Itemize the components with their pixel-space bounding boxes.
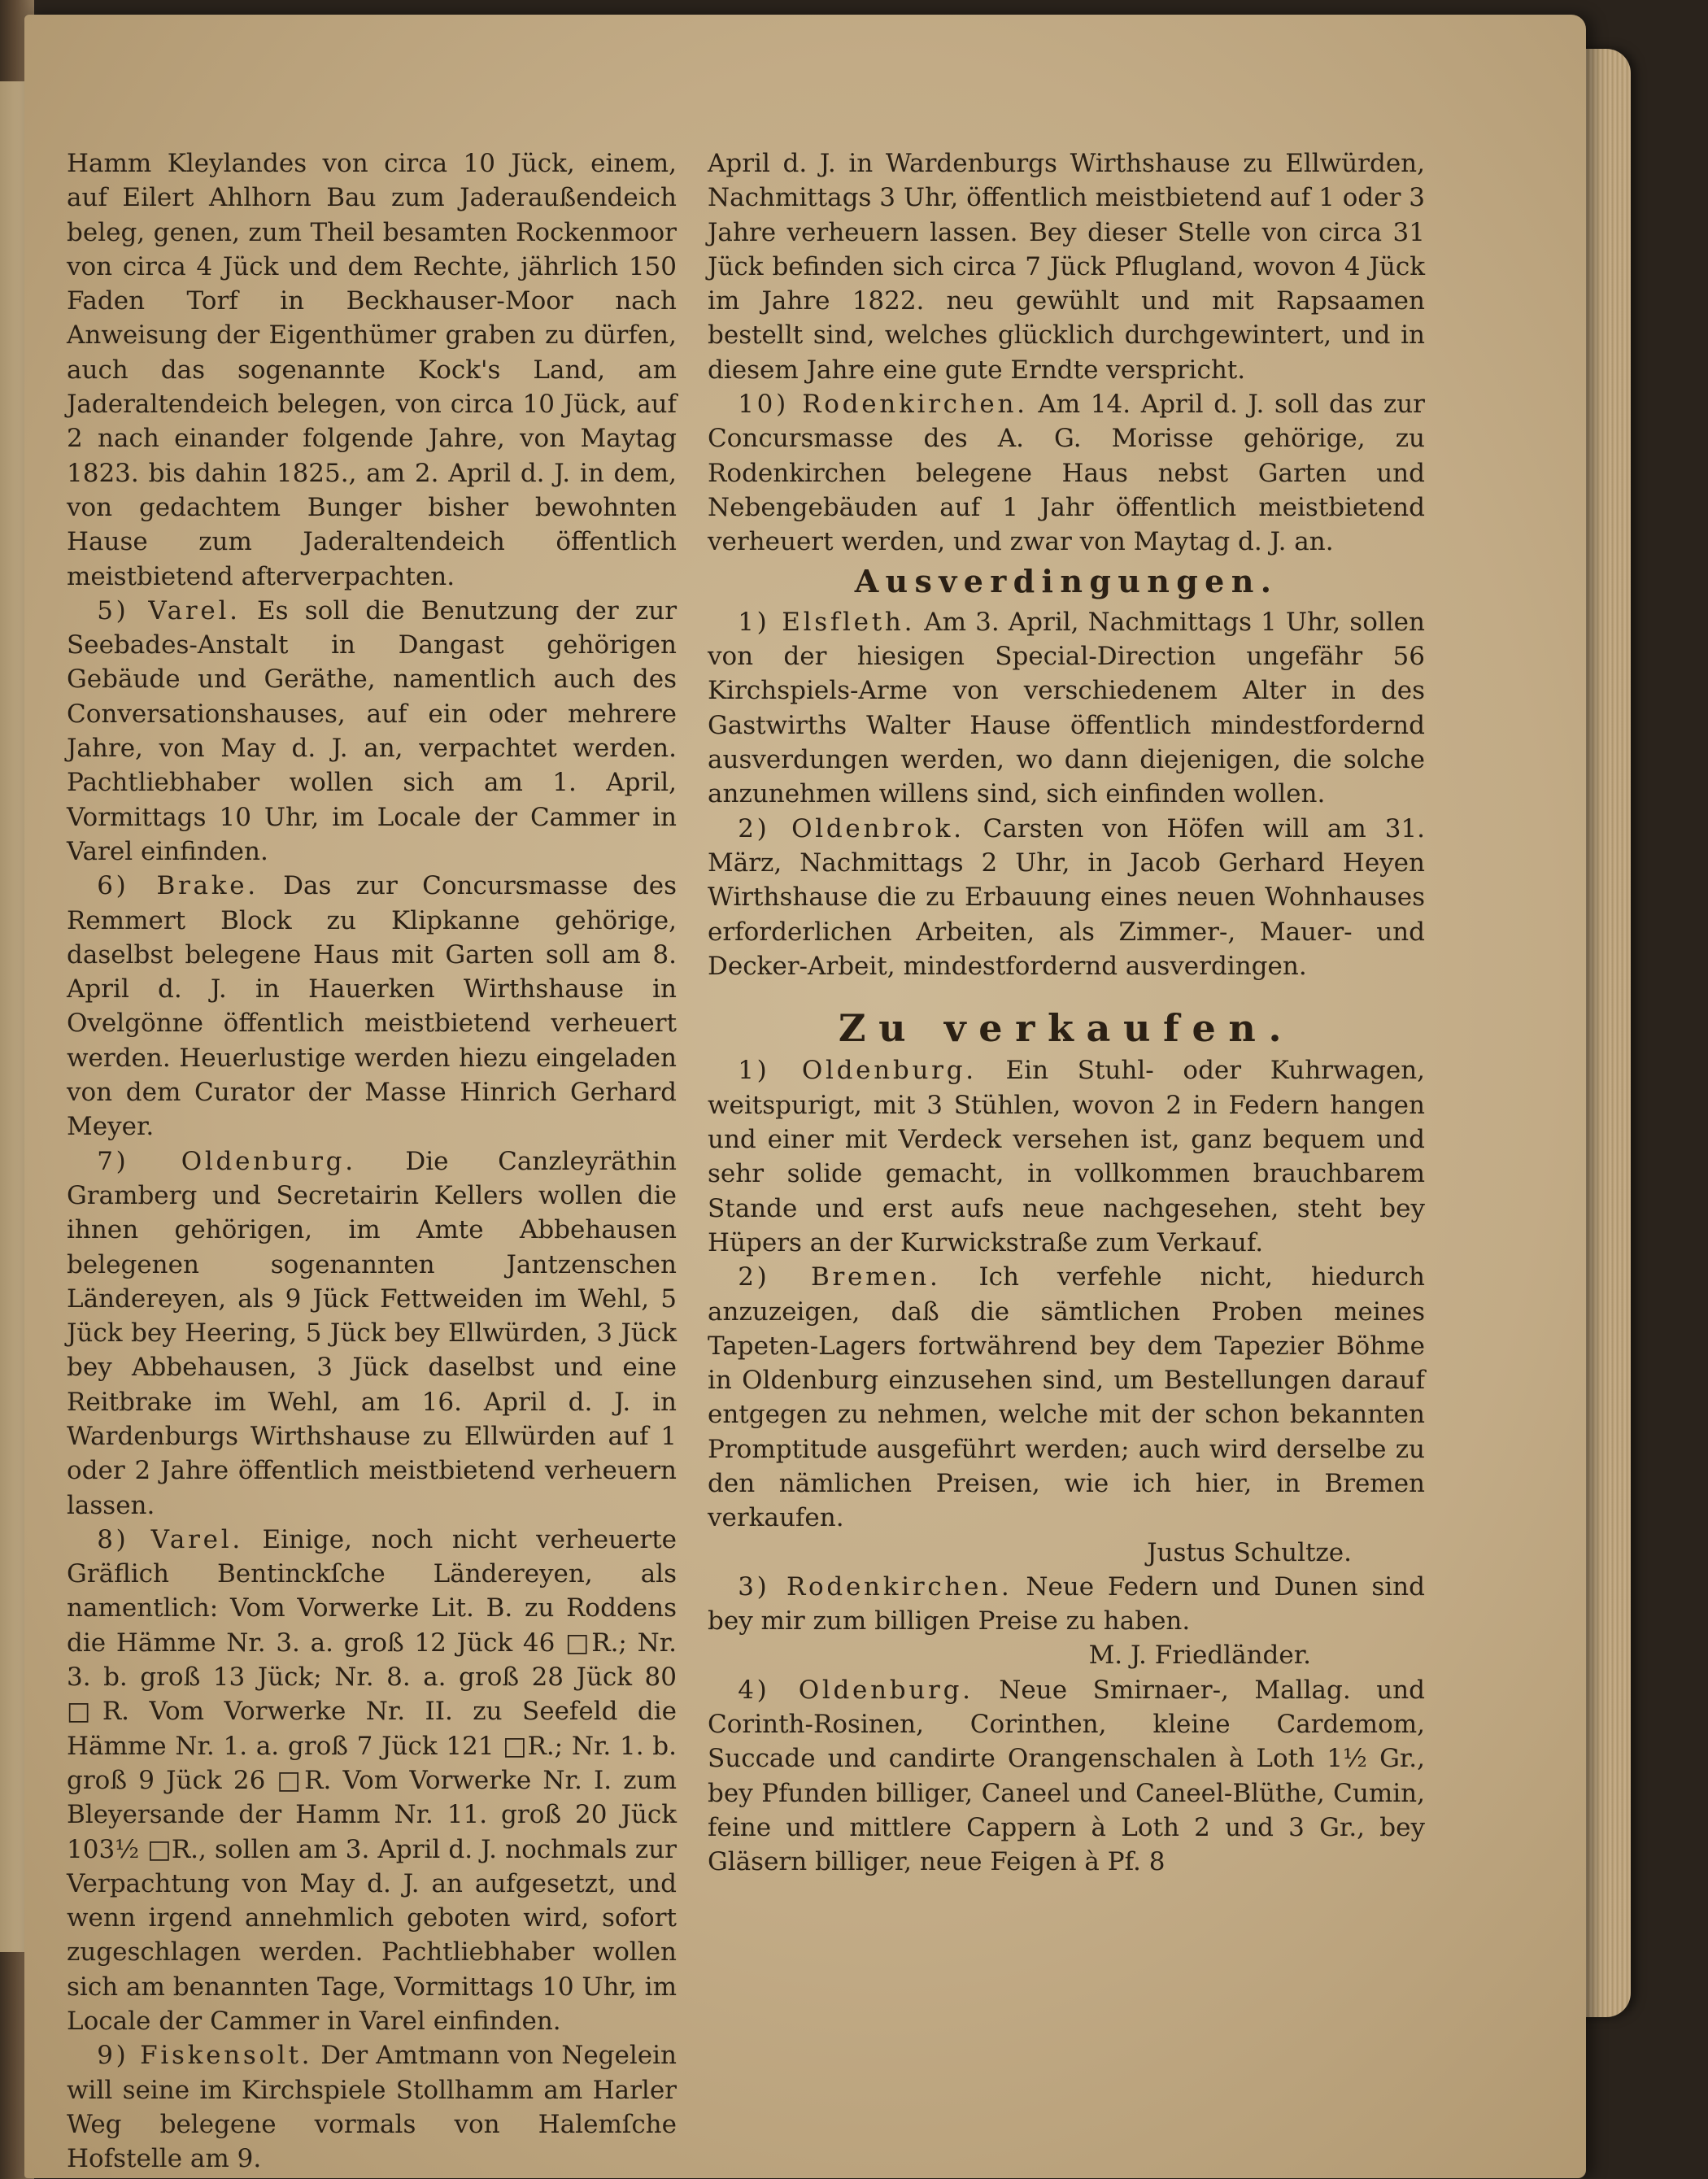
entry-8-varel — [67, 1523, 677, 2038]
entry-continuation: Hamm Kleylandes von circa 10 Jück, einem, auf Eilert Ahlhorn Bau zum Jaderaußendeich beleg, genen, zum Theil besamten Rockenmoor von circa 4 Jück und dem Rechte, jährlich 150 Faden Torf in Beckhauser-Moor nach Anweisung der Eigenthümer graben zu dürfen, auch das sogenannte Kock's Land, am Jaderaltendeich belegen, von circa 10 Jück, auf 2 nach einander folgende Jahre, von Maytag 1823. bis dahin 1825., am 2. April d. J. in dem, von gedachtem Bunger bisher bewohnten Hause zum Jaderaltendeich öffentlich meistbietend afterverpachten. — [67, 149, 677, 591]
entry-place: 5) Varel. — [97, 595, 241, 625]
entry-9-fiskensolt — [67, 2038, 677, 2176]
entry-place: 1) Oldenburg. — [738, 1056, 977, 1086]
verkauf-2-bremen — [708, 1260, 1425, 1535]
entry-place: 8) Varel. — [97, 1524, 243, 1554]
entry-text: Das zur Concursmasse des Remmert Block zu Klipkanne gehörige, daselbst belegene Haus mit Garten soll am 8. April d. J. in Hauerken Wirthshause in Ovelgönne öffentlich meistbietend verheuert werden. Heuerlustige werden hiezu eingeladen von dem Curator der Masse Hinrich Gerhard Meyer. — [67, 871, 677, 1142]
entry-text: Neue Federn und Dunen sind bey mir zum billigen Preise zu haben. — [708, 1571, 1425, 1636]
entry-place: 6) Brake. — [97, 871, 259, 901]
signature-schultze: Justus Schultze. — [1147, 1537, 1352, 1567]
entry-text: Ein Stuhl- oder Kuhrwagen, weitspurigt, mit 3 Stühlen, wovon 2 in Federn hangen und einer mit Verdeck versehen ist, ganz bequem und sehr solide gemacht, in vollkommen brauchbarem Stande und erst aufs neue nachgesehen, steht bey Hüpers an der Kurwickstraße zum Verkauf. — [708, 1056, 1426, 1257]
entry-place: 4) Oldenburg. — [738, 1675, 974, 1705]
entry-text: Einige, noch nicht verheuerte Gräflich Bentinckſche Ländereyen, als namentlich: Vom Vorwerke Lit. B. zu Roddens die Hämme Nr. 3. a. groß 12 Jück 46 □R.; Nr. 3. b. groß 13 Jück; Nr. 8. a. groß 28 Jück 80 □R. Vom Vorwerke Nr. II. zu Seefeld die Hämme Nr. 1. a. groß 7 Jück 121 □R.; Nr. 1. b. groß 9 Jück 26 □R. Vom Vorwerke Nr. I. zum Bleyersande der Hamm Nr. 11. groß 20 Jück 103½ □R., sollen am 3. April d. J. nochmals zur Verpachtung von May d. J. an aufgesetzt, und wenn irgend annehmlich geboten wird, sofort zugeschlagen werden. Pachtliebhaber wollen sich am benannten Tage, Vormittags 10 Uhr, im Locale der Cammer in Varel einfinden. — [67, 1524, 678, 2037]
entry-9-continuation: April d. J. in Wardenburgs Wirthshause zu Ellwürden, Nachmittags 3 Uhr, öffentlich meistbietend auf 1 oder 3 Jahre verheuern lassen. Bey dieser Stelle von circa 31 Jück befinden sich circa 7 Jück Pflugland, wovon 4 Jück im Jahre 1822. neu gewühlt und mit Rapsaamen bestellt sind, welches glücklich durchgewintert, und in diesem Jahre eine gute Erndte verspricht. — [708, 149, 1425, 385]
entry-place: 2) Bremen. — [738, 1262, 941, 1292]
signature-friedlaender: M. J. Friedländer. — [1088, 1641, 1311, 1671]
entry-place: 10) Rodenkirchen. — [738, 390, 1028, 420]
section-heading-zu-verkaufen: Zu verkaufen. — [838, 1006, 1295, 1051]
section-heading-ausverdingungen: Ausverdingungen. — [854, 562, 1279, 599]
left-column — [67, 146, 677, 2177]
entry-10-rodenkirchen — [708, 387, 1425, 559]
entry-place: 3) Rodenkirchen. — [738, 1571, 1013, 1602]
entry-6-brake — [67, 869, 677, 1144]
verkauf-4-oldenburg — [708, 1673, 1425, 1880]
entry-7-oldenburg — [67, 1144, 677, 1523]
ausverdingung-2-oldenbrok — [708, 812, 1425, 983]
entry-place: 2) Oldenbrok. — [738, 813, 965, 843]
entry-text: Der Amtmann von Negelein will seine im Kirchspiele Stollhamm am Harler Weg belegene vormals von Halemſche Hofstelle am 9. — [67, 2041, 677, 2174]
entry-text: Die Canzleyräthin Gramberg und Secretairin Kellers wollen die ihnen gehörigen, im Amte Abbehausen belegenen sogenannten Jantzenschen Ländereyen, als 9 Jück Fettweiden im Wehl, 5 Jück bey Heering, 5 Jück bey Ellwürden, 3 Jück bey Abbehausen, 3 Jück daselbst und eine Reitbrake im Wehl, am 16. April d. J. in Wardenburgs Wirthshause zu Ellwürden auf 1 oder 2 Jahre öffentlich meistbietend verheuern lassen. — [67, 1146, 677, 1520]
entry-text: Am 3. April, Nachmittags 1 Uhr, sollen von der hiesigen Special-Direction ungefähr 56 Kirchspiels-Arme von verschiedenem Alter in des Gastwirths Walter Hause öffentlich mindestfordernd ausverdungen werden, wo dann diejenigen, die solche anzunehmen willens sind, sich einfinden wollen. — [708, 607, 1425, 809]
entry-text: Ich verfehle nicht, hiedurch anzuzeigen, daß die sämtlichen Proben meines Tapeten-Lagers fortwährend bey dem Tapezier Böhme in Oldenburg einzusehen sind, um Bestellungen darauf entgegen zu nehmen, welche mit der schon bekannten Promptitude ausgeführt werden; auch wird derselbe zu den nämlichen Preisen, wie ich hier, in Bremen verkaufen. — [708, 1262, 1425, 1533]
entry-place: 1) Elsfleth. — [738, 607, 916, 637]
right-column — [708, 146, 1425, 1880]
verkauf-3-rodenkirchen — [708, 1570, 1425, 1639]
entry-place: 7) Oldenburg. — [97, 1146, 356, 1176]
entry-place: 9) Fiskensolt. — [97, 2041, 313, 2071]
entry-5-varel — [67, 594, 677, 869]
ausverdingung-1-elsfleth — [708, 605, 1425, 812]
verkauf-1-oldenburg — [708, 1053, 1425, 1260]
entry-text: Carsten von Höfen will am 31. März, Nachmittags 2 Uhr, in Jacob Gerhard Heyen Wirthshause die zu Erbauung eines neuen Wohnhauses erforderlichen Arbeiten, als Zimmer-, Mauer- und Decker-Arbeit, mindestfordernd ausverdingen. — [708, 813, 1425, 981]
entry-text: Es soll die Benutzung der zur Seebades-Anstalt in Dangast gehörigen Gebäude und Geräthe, namentlich auch des Conversationshauses, auf ein oder mehrere Jahre, von May d. J. an, verpachtet werden. Pachtliebhaber wollen sich am 1. April, Vormittags 10 Uhr, im Locale der Cammer in Varel einfinden. — [67, 595, 678, 866]
entry-text: Am 14. April d. J. soll das zur Concursmasse des A. G. Morisse gehörige, zu Rodenkirchen belegene Haus nebst Garten und Nebengebäuden auf 1 Jahr öffentlich meistbietend verheuert werden, und zwar von Maytag d. J. an. — [708, 390, 1425, 557]
entry-text: Neue Smirnaer-, Mallag. und Corinth-Rosinen, Corinthen, kleine Cardemom, Succade und candirte Orangenschalen à Loth 1½ Gr., bey Pfunden billiger, Caneel und Caneel-Blüthe, Cumin, feine und mittlere Cappern à Loth 2 und 3 Gr., bey Gläsern billiger, neue Feigen à Pf. 8 — [708, 1675, 1425, 1877]
